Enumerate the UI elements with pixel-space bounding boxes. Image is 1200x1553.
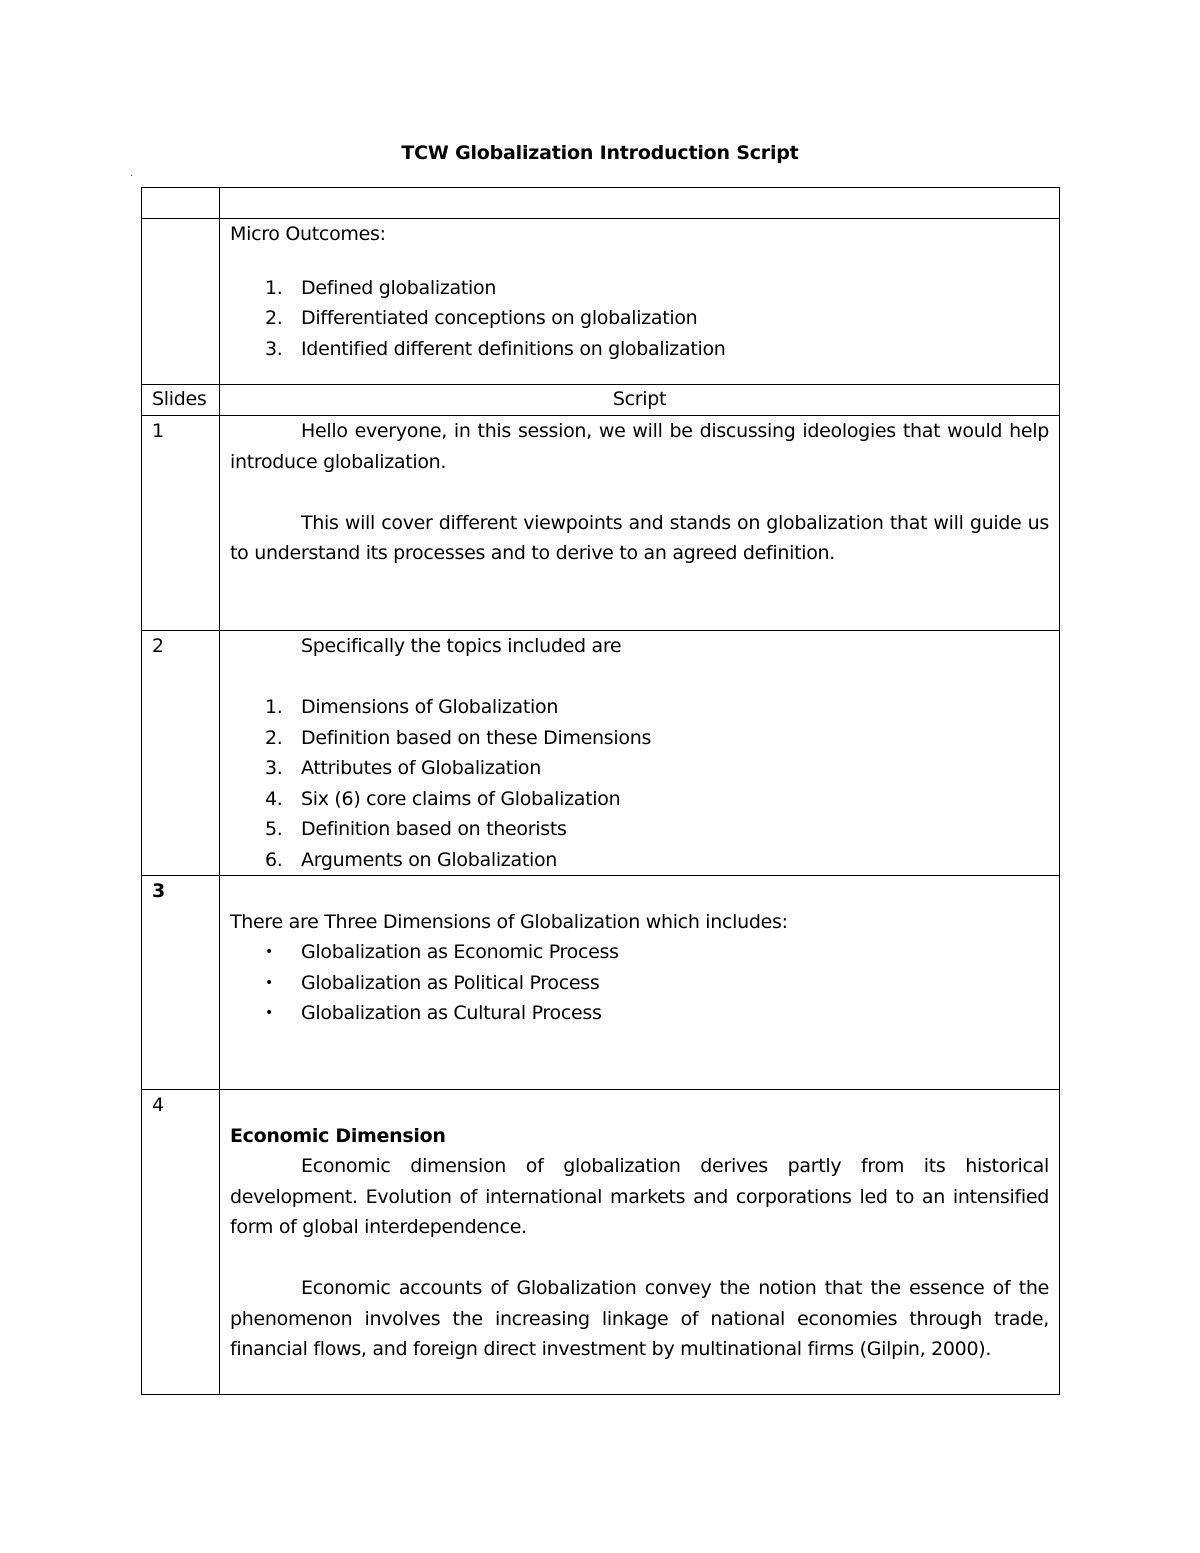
table-header-row xyxy=(142,385,1060,416)
slide4-paragraph-2: Economic accounts of Globalization convey the notion that the essence of the phenomenon involves the increasing linkage of national economies through trade, financial flows, and foreign direct investment by multinational firms (Gilpin, 2000). xyxy=(230,1277,1049,1360)
slide4-heading: Economic Dimension xyxy=(230,1124,446,1147)
list-item: 1. Defined globalization xyxy=(265,276,497,299)
script-table xyxy=(141,187,1060,1395)
outcomes-row xyxy=(142,219,1060,385)
slide-script-3 xyxy=(220,876,1060,1090)
slide-row-2 xyxy=(142,631,1060,876)
list-item: 5. Definition based on theorists xyxy=(265,818,567,840)
list-item: 3. Identified different definitions on globalization xyxy=(265,337,726,360)
stray-mark: . xyxy=(130,168,134,179)
outcomes-left-cell xyxy=(142,219,220,385)
slide-row-4 xyxy=(142,1090,1060,1395)
dimensions-list xyxy=(230,937,1049,1029)
page-title: TCW Globalization Introduction Script xyxy=(401,142,799,164)
slide1-paragraph-2: This will cover different viewpoints and stands on globalization that will guide us to understand its processes and to derive to an agreed definition. xyxy=(230,511,1049,564)
slide3-intro: There are Three Dimensions of Globalization which includes: xyxy=(230,910,788,933)
list-item: 3. Attributes of Globalization xyxy=(265,757,541,779)
topics-list xyxy=(230,692,1049,875)
list-item: 6. Arguments on Globalization xyxy=(265,848,558,871)
list-item: • Globalization as Political Process xyxy=(265,971,600,994)
empty-top-row xyxy=(142,188,1060,219)
empty-cell-right xyxy=(220,188,1060,219)
slide2-intro: Specifically the topics included are xyxy=(301,635,622,657)
list-item: 1. Dimensions of Globalization xyxy=(265,696,559,718)
slide-number-2: 2 xyxy=(142,631,220,876)
outcomes-cell xyxy=(220,219,1060,385)
slide-row-3 xyxy=(142,876,1060,1090)
list-item: 2. Definition based on these Dimensions xyxy=(265,726,652,749)
slide4-paragraph-1: Economic dimension of globalization derives partly from its historical development. Evolution of international markets and corporations led to an intensified form of global interdependence. xyxy=(230,1155,1049,1238)
header-script: Script xyxy=(220,385,1060,416)
list-item: • Globalization as Economic Process xyxy=(265,941,619,963)
list-item: 4. Six (6) core claims of Globalization xyxy=(265,787,621,810)
slide-row-1 xyxy=(142,416,1060,631)
slide-script-1 xyxy=(220,416,1060,631)
list-item: • Globalization as Cultural Process xyxy=(265,1002,602,1024)
slide-script-2 xyxy=(220,631,1060,876)
empty-cell-left xyxy=(142,188,220,219)
slide-number-1: 1 xyxy=(142,416,220,631)
slide-number-4: 4 xyxy=(142,1090,220,1395)
outcomes-heading: Micro Outcomes: xyxy=(230,223,386,245)
outcomes-list xyxy=(230,273,1049,365)
slide-number-3: 3 xyxy=(142,876,220,1090)
slide-script-4 xyxy=(220,1090,1060,1395)
header-slides: Slides xyxy=(142,385,220,416)
slide1-paragraph-1: Hello everyone, in this session, we will be discussing ideologies that would help introduce globalization. xyxy=(230,420,1049,473)
list-item: 2. Differentiated conceptions on globalization xyxy=(265,307,698,329)
